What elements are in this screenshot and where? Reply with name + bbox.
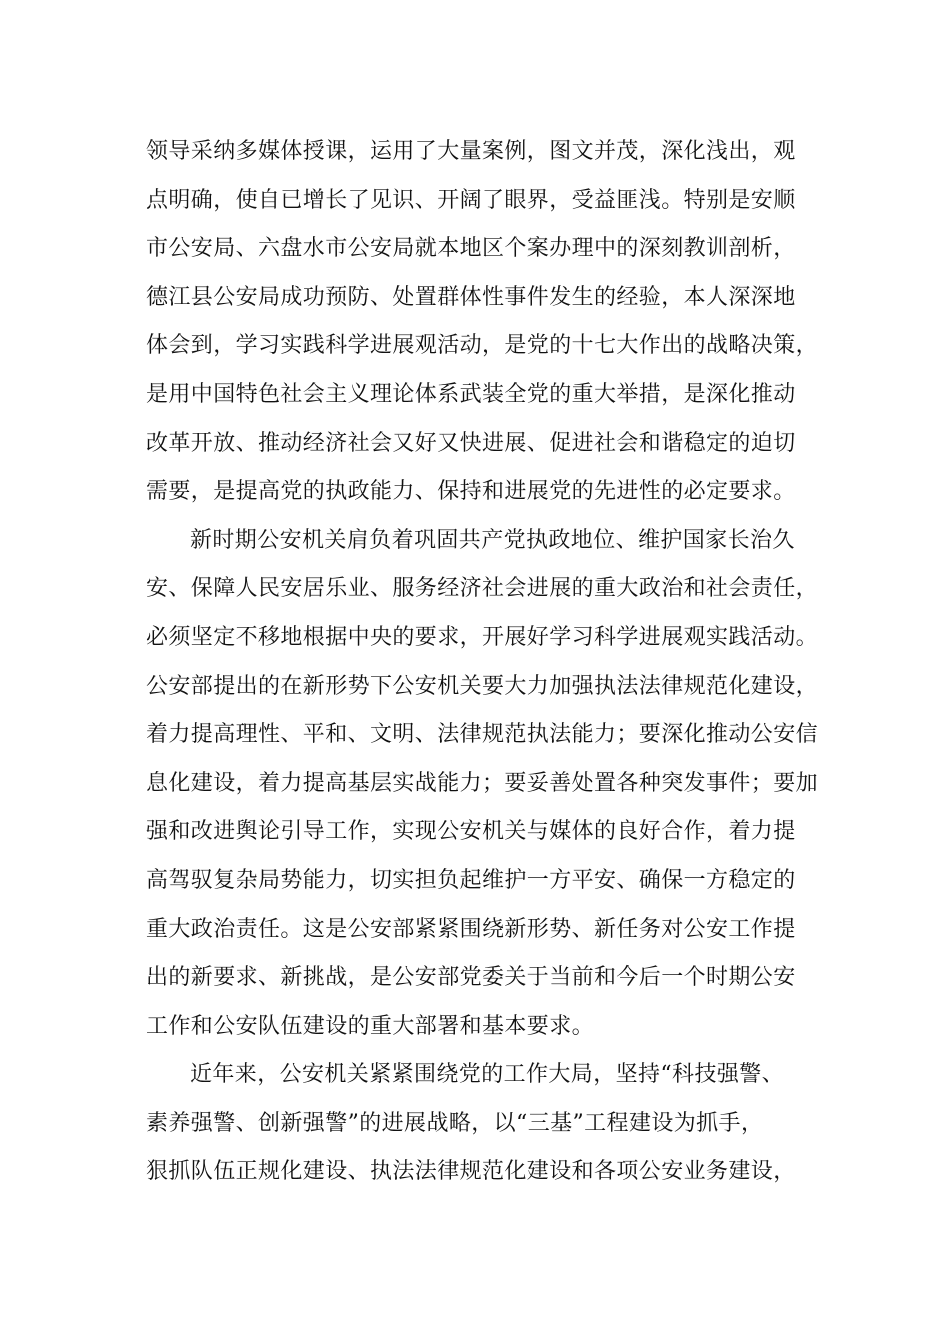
text-line: 狠抓队伍正规化建设、执法法律规范化建设和各项公安业务建设， (146, 1159, 796, 1185)
text-line: 重大政治责任。这是公安部紧紧围绕新形势、新任务对公安工作提 (146, 916, 796, 942)
document-body (146, 128, 826, 1197)
paragraph-3 (146, 1051, 826, 1197)
text-line: 德江县公安局成功预防、处置群体性事件发生的经验，本人深深地 (146, 284, 796, 310)
text-line: 市公安局、六盘水市公安局就本地区个案办理中的深刻教训剖析， (146, 236, 796, 262)
text-line: 点明确，使自已增长了见识、开阔了眼界，受益匪浅。特别是安顺 (146, 187, 796, 213)
text-line: 强和改进舆论引导工作，实现公安机关与媒体的良好合作，着力提 (146, 819, 796, 845)
text-line: 安、保障人民安居乐业、服务经济社会进展的重大政治和社会责任， (146, 576, 819, 602)
text-line: 体会到，学习实践科学进展观活动，是党的十七大作出的战略决策， (146, 333, 819, 359)
text-line: 是用中国特色社会主义理论体系武装全党的重大举措，是深化推动 (146, 381, 796, 407)
text-line: 素养强警、创新强警”的进展战略，以“三基”工程建设为抓手， (146, 1110, 764, 1136)
text-line: 出的新要求、新挑战，是公安部党委关于当前和今后一个时期公安 (146, 965, 796, 991)
text-line: 改革开放、推动经济社会又好又快进展、促进社会和谐稳定的迫切 (146, 430, 796, 456)
text-line: 着力提高理性、平和、文明、法律规范执法能力；要深化推动公安信 (146, 722, 819, 748)
paragraph-1 (146, 128, 826, 517)
text-line: 需要，是提高党的执政能力、保持和进展党的先进性的必定要求。 (146, 479, 796, 505)
text-line: 高驾驭复杂局势能力，切实担负起维护一方平安、确保一方稳定的 (146, 867, 796, 893)
text-line: 必须坚定不移地根据中央的要求，开展好学习科学进展观实践活动。 (146, 624, 819, 650)
text-line: 息化建设，着力提高基层实战能力；要妥善处置各种突发事件；要加 (146, 770, 819, 796)
text-line-first: 新时期公安机关肩负着巩固共产党执政地位、维护国家长治久 (190, 527, 795, 553)
text-line: 工作和公安队伍建设的重大部署和基本要求。 (146, 1013, 595, 1039)
text-line: 领导采纳多媒体授课，运用了大量案例，图文并茂，深化浅出，观 (146, 139, 796, 164)
paragraph-2 (146, 517, 826, 1052)
text-line-first: 近年来，公安机关紧紧围绕党的工作大局，坚持“科技强警、 (190, 1062, 785, 1088)
text-line: 公安部提出的在新形势下公安机关要大力加强执法法律规范化建设， (146, 673, 819, 699)
